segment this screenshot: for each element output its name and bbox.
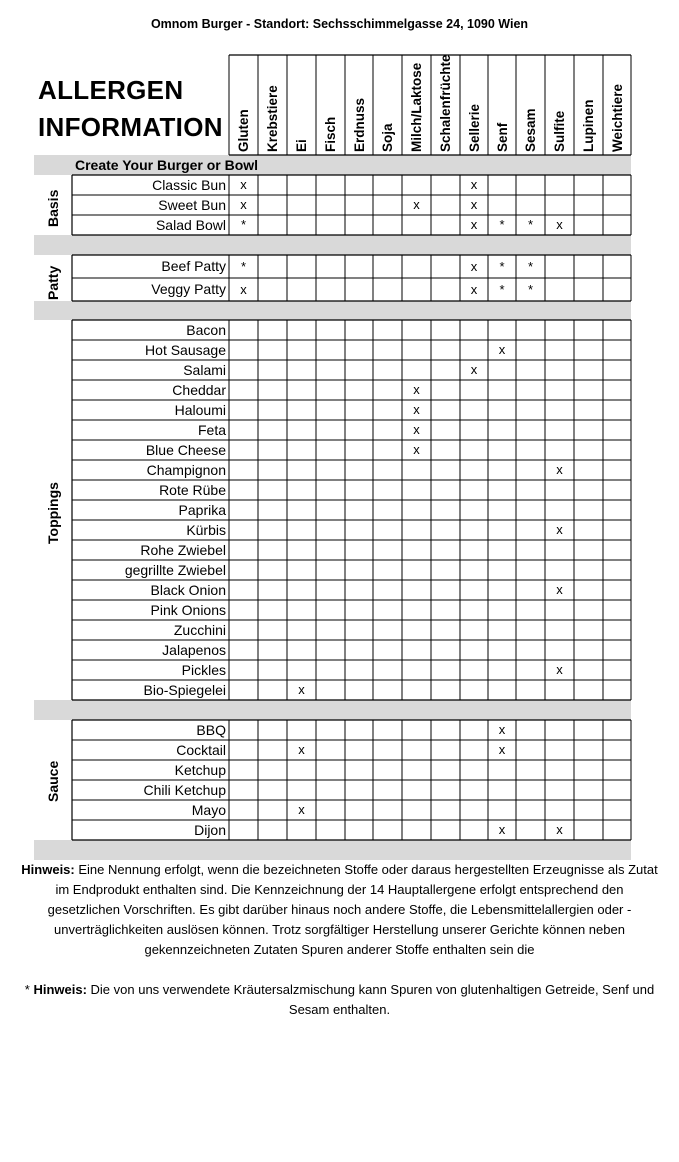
menu-item-name: Salad Bowl	[155, 217, 226, 233]
group-label-patty: Patty	[45, 265, 61, 300]
menu-item-name: Hot Sausage	[145, 342, 226, 358]
menu-item-name: Bio-Spiegelei	[143, 682, 226, 698]
menu-item-name: Bacon	[186, 322, 226, 338]
allergen-mark: x	[240, 177, 247, 192]
hinweis-text: Eine Nennung erfolgt, wenn die bezeichneten Stoffe oder daraus hergestellten Erzeugnisse als Zutat im Endprodukt enthalten sind. Die Kennzeichnung der 14 Hauptallergene erfolgt entsprechend den gesetzlichen Vorschriften. Es gibt darüber hinaus noch andere Stoffe, die Lebensmittelallergien oder -unverträglichkeiten auslösen können. Trotz sorgfältiger Herstellung unserer Gerichte können neben gekennzeichneten Zutaten Spuren anderer Stoffe enthalten sein die	[47, 862, 658, 957]
menu-item-name: Dijon	[194, 822, 226, 838]
group-label-toppings: Toppings	[45, 482, 61, 545]
allergen-mark: x	[413, 382, 420, 397]
allergen-header-9: Senf	[495, 122, 510, 152]
title-line-1: ALLERGEN	[38, 75, 184, 105]
allergen-mark: x	[240, 197, 247, 212]
allergen-mark: x	[413, 197, 420, 212]
notes	[20, 860, 659, 1020]
allergen-mark: x	[556, 662, 563, 677]
menu-item-name: Blue Cheese	[145, 442, 226, 458]
allergen-mark: x	[413, 402, 420, 417]
menu-item-name: Mayo	[191, 802, 226, 818]
herb-salt-note	[20, 980, 659, 1020]
allergen-header-12: Lupinen	[581, 99, 596, 152]
allergen-mark: x	[240, 282, 247, 297]
menu-item-name: Salami	[183, 362, 226, 378]
menu-item-name: Veggy Patty	[151, 281, 226, 297]
menu-item-name: Rote Rübe	[159, 482, 226, 498]
menu-item-name: Pink Onions	[150, 602, 226, 618]
menu-item-name: Pickles	[181, 662, 226, 678]
allergen-mark: x	[498, 742, 506, 757]
allergen-mark: x	[413, 422, 420, 437]
allergen-mark: x	[413, 442, 420, 457]
menu-item-name: Classic Bun	[152, 177, 226, 193]
menu-item-name: Feta	[197, 422, 226, 438]
menu-item-name: Ketchup	[174, 762, 226, 778]
menu-item-name: Jalapenos	[162, 642, 226, 658]
allergen-mark: *	[527, 282, 534, 297]
menu-item-name: BBQ	[196, 722, 226, 738]
spacer-bar	[34, 700, 631, 720]
allergen-header-0: Gluten	[236, 109, 251, 152]
allergen-header-3: Fisch	[323, 116, 338, 152]
allergen-mark: *	[527, 259, 534, 274]
allergen-mark: x	[298, 802, 305, 817]
allergen-mark: x	[498, 822, 506, 837]
allergen-header-8: Sellerie	[467, 103, 482, 152]
allergen-header-7: Schalenfrüchte	[438, 54, 453, 152]
allergen-mark: x	[470, 362, 478, 377]
allergen-mark: x	[556, 582, 563, 597]
menu-item-name: Rohe Zwiebel	[140, 542, 226, 558]
herb-salt-label: Hinweis:	[33, 982, 87, 997]
menu-item-name: Beef Patty	[161, 258, 226, 274]
allergen-header-1: Krebstiere	[265, 85, 280, 152]
menu-item-name: Kürbis	[186, 522, 226, 538]
allergen-mark: *	[499, 259, 505, 274]
allergen-header-11: Sulfite	[552, 110, 567, 152]
allergen-mark: x	[470, 197, 478, 212]
allergen-header-13: Weichtiere	[610, 83, 625, 152]
allergen-mark: x	[470, 177, 478, 192]
menu-item-name: gegrillte Zwiebel	[124, 562, 226, 578]
allergen-mark: x	[470, 259, 478, 274]
allergen-mark: x	[498, 342, 506, 357]
allergen-mark: *	[240, 217, 247, 232]
allergen-header-10: Sesam	[523, 108, 538, 152]
allergen-mark: x	[556, 522, 563, 537]
menu-item-name: Sweet Bun	[158, 197, 226, 213]
allergen-mark: *	[499, 217, 505, 232]
group-label-sauce: Sauce	[45, 760, 61, 802]
group-label-basis: Basis	[45, 189, 61, 227]
herb-salt-text: Die von uns verwendete Kräutersalzmischung kann Spuren von glutenhaltigen Getreide, Senf und Sesam enthalten.	[86, 982, 655, 1017]
allergen-mark: x	[470, 217, 478, 232]
hinweis-label: Hinweis:	[21, 862, 75, 877]
allergen-header-2: Ei	[294, 139, 309, 152]
allergen-mark: x	[556, 822, 563, 837]
menu-item-name: Cocktail	[176, 742, 226, 758]
spacer-bar	[34, 301, 631, 320]
allergen-header-5: Soja	[380, 123, 395, 152]
spacer-bar	[34, 840, 631, 860]
menu-item-name: Black Onion	[150, 582, 226, 598]
allergen-mark: x	[498, 722, 506, 737]
allergen-mark: x	[556, 462, 563, 477]
allergen-header-6: Milch/Laktose	[409, 62, 424, 152]
allergen-mark: x	[298, 742, 305, 757]
section-heading: Create Your Burger or Bowl	[75, 157, 259, 173]
menu-item-name: Zucchini	[173, 622, 226, 638]
allergen-header-4: Erdnuss	[352, 97, 367, 152]
asterisk: *	[24, 982, 34, 997]
menu-item-name: Haloumi	[174, 402, 226, 418]
menu-item-name: Champignon	[146, 462, 226, 478]
menu-item-name: Cheddar	[172, 382, 226, 398]
menu-item-name: Chili Ketchup	[143, 782, 226, 798]
allergen-mark: *	[240, 259, 247, 274]
allergen-mark: *	[527, 217, 534, 232]
spacer-bar	[34, 235, 631, 255]
allergen-mark: x	[470, 282, 478, 297]
menu-item-name: Paprika	[178, 502, 226, 518]
hinweis-note	[20, 860, 659, 960]
allergen-mark: x	[556, 217, 563, 232]
title-line-2: INFORMATION	[38, 112, 223, 142]
allergen-mark: *	[499, 282, 505, 297]
restaurant-header: Omnom Burger - Standort: Sechsschimmelgasse 24, 1090 Wien	[150, 17, 529, 31]
allergen-mark: x	[298, 682, 305, 697]
